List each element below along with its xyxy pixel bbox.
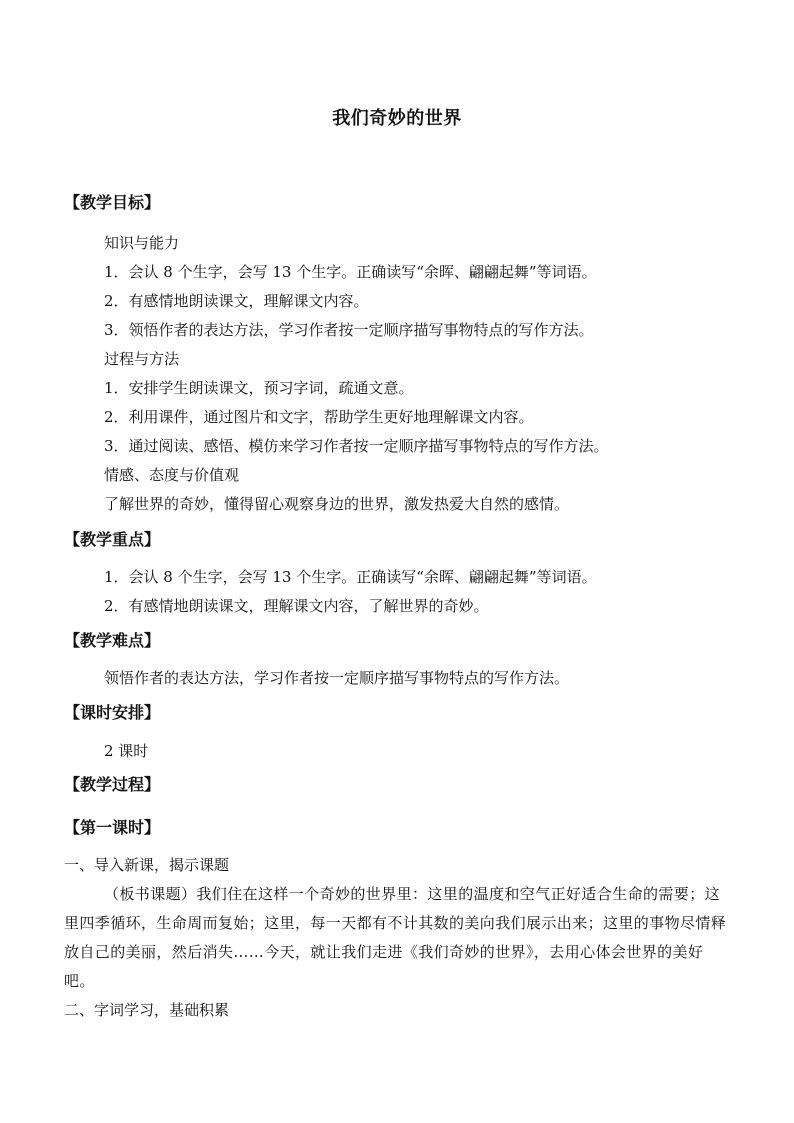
- list-item: 3．通过阅读、感悟、模仿来学习作者按一定顺序描写事物特点的写作方法。: [104, 437, 609, 455]
- list-item: 1．安排学生朗读课文，预习字词，疏通文意。: [104, 379, 414, 397]
- subheading-knowledge: 知识与能力: [104, 234, 180, 252]
- list-item: 2．有感情地朗读课文，理解课文内容。: [104, 292, 369, 310]
- list-item: 3．领悟作者的表达方法，学习作者按一定顺序描写事物特点的写作方法。: [104, 321, 594, 339]
- section-heading-goals: 【教学目标】: [64, 193, 161, 212]
- schedule-text: 2 课时: [104, 742, 149, 760]
- section-heading-process: 【教学过程】: [64, 775, 161, 794]
- list-item: 2．利用课件，通过图片和文字，帮助学生更好地理解课文内容。: [104, 408, 534, 426]
- subheading-process: 过程与方法: [104, 350, 180, 368]
- document-title: 我们奇妙的世界: [332, 108, 462, 129]
- section-heading-schedule: 【课时安排】: [64, 703, 161, 722]
- section-heading-key-points: 【教学重点】: [64, 530, 161, 549]
- subheading-emotion: 情感、态度与价值观: [104, 466, 240, 484]
- list-item: 1．会认 8 个生字，会写 13 个生字。正确读写“余晖、翩翩起舞”等词语。: [104, 263, 597, 281]
- step-title: 二、字词学习，基础积累: [64, 1001, 230, 1019]
- step-title: 一、导入新课，揭示课题: [64, 856, 230, 874]
- step-paragraph: （板书课题）我们住在这样一个奇妙的世界里：这里的温度和空气正好适合生命的需要；这里四季循环，生命周而复始；这里，每一天都有不计其数的美向我们展示出来；这里的事物尽情释放自己的美丽，然后消失……今天，就让我们走进《我们奇妙的世界》，去用心体会世界的美好吧。: [64, 885, 727, 990]
- emotion-text: 了解世界的奇妙，懂得留心观察身边的世界，激发热爱大自然的感情。: [104, 495, 570, 513]
- section-heading-difficulties: 【教学难点】: [64, 631, 161, 650]
- difficulties-text: 领悟作者的表达方法，学习作者按一定顺序描写事物特点的写作方法。: [104, 669, 570, 687]
- section-heading-first-lesson: 【第一课时】: [64, 818, 161, 837]
- list-item: 1．会认 8 个生字，会写 13 个生字。正确读写“余晖、翩翩起舞”等词语。: [104, 568, 597, 586]
- list-item: 2．有感情地朗读课文，理解课文内容，了解世界的奇妙。: [104, 597, 489, 615]
